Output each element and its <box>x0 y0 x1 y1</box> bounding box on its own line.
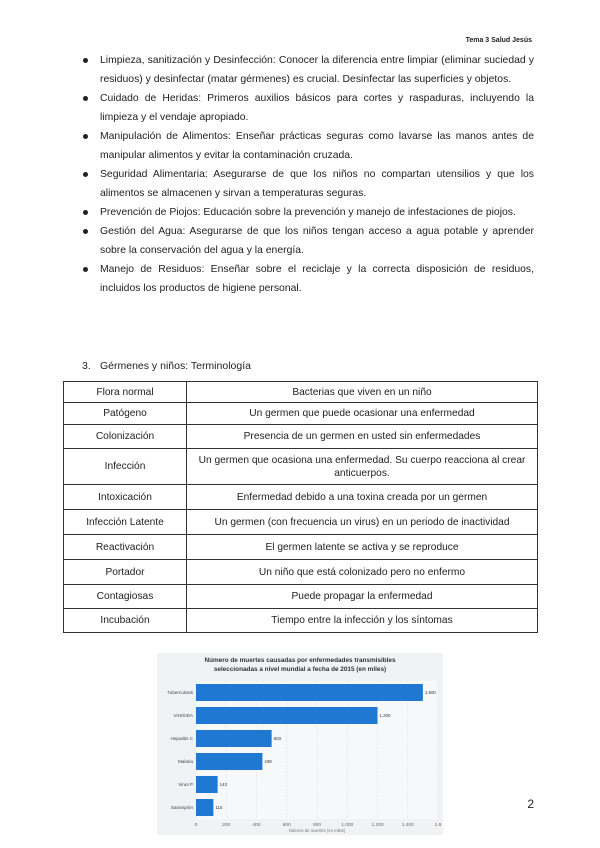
chart-svg <box>157 653 443 835</box>
list-item <box>82 203 534 222</box>
page-header: Tema 3 Salud Jesús <box>465 37 532 44</box>
definition-cell: Un niño que está colonizado pero no enfermo <box>187 560 538 585</box>
x-axis-label: Número de muertes (en miles) <box>288 828 346 833</box>
term-cell: Colonización <box>64 425 187 449</box>
terminology-table <box>63 381 538 633</box>
list-item <box>82 89 534 127</box>
table-row <box>64 403 538 425</box>
table-row <box>64 485 538 510</box>
term-cell: Infección Latente <box>64 510 187 535</box>
bar-value-label: 1.200 <box>379 713 391 719</box>
definition-cell: Un germen que ocasiona una enfermedad. Su cuerpo reacciona al crear anticuerpos. <box>187 449 538 485</box>
list-item <box>82 165 534 203</box>
bullet-icon <box>83 134 88 139</box>
bar <box>196 684 423 701</box>
list-item-text: Seguridad Alimentaria: Asegurarse de que los niños no compartan utensilios y que los alimentos se almacenen y sirvan a temperaturas seguras. <box>100 169 534 199</box>
bar-value-label: 503 <box>273 736 281 742</box>
definition-cell: Puede propagar la enfermedad <box>187 585 538 609</box>
definition-cell: Un germen (con frecuencia un virus) en un periodo de inactividad <box>187 510 538 535</box>
bullet-icon <box>83 210 88 215</box>
bar <box>196 776 218 793</box>
definition-cell: Tiempo entre la infección y los síntomas <box>187 609 538 633</box>
table-row <box>64 585 538 609</box>
list-item-text: Gestión del Agua: Asegurarse de que los niños tengan acceso a agua potable y aprender sobre la conservación del agua y la energía. <box>100 226 534 256</box>
list-item <box>82 260 534 298</box>
table-row <box>64 535 538 560</box>
x-tick-label: 600 <box>282 823 291 828</box>
list-item-text: Cuidado de Heridas: Primeros auxilios básicos para cortes y raspaduras, incluyendo la limpieza y el vendaje apropiado. <box>100 93 534 123</box>
bar <box>196 707 378 724</box>
section-heading <box>82 360 251 372</box>
x-tick-label: 0 <box>194 823 198 828</box>
bar <box>196 799 213 816</box>
list-item <box>82 222 534 260</box>
bullet-icon <box>83 96 88 101</box>
list-item-text: Manipulación de Alimentos: Enseñar prácticas seguras como lavarse las manos antes de manipular alimentos y evitar la contaminación cruzada. <box>100 131 534 161</box>
definition-cell: El germen latente se activa y se reproduce <box>187 535 538 560</box>
bullet-icon <box>83 172 88 177</box>
section-number: 3. <box>82 360 91 372</box>
category-label: Malaria <box>177 759 193 765</box>
definition-cell: Presencia de un germen en usted sin enfermedades <box>187 425 538 449</box>
list-item <box>82 127 534 165</box>
bullet-icon <box>83 58 88 63</box>
category-label: Sarampión <box>170 805 193 811</box>
category-label: Tuberculosis <box>167 690 193 696</box>
bar <box>196 730 272 747</box>
category-label: Virus P <box>178 782 193 788</box>
term-cell: Incubación <box>64 609 187 633</box>
table-row <box>64 609 538 633</box>
x-tick-label: 1.200 <box>371 823 384 828</box>
table-row <box>64 382 538 403</box>
bar-value-label: 143 <box>219 782 227 788</box>
bar-value-label: 439 <box>264 759 272 765</box>
bar-value-label: 1.500 <box>424 690 436 696</box>
x-tick-label: 200 <box>222 823 231 828</box>
term-cell: Flora normal <box>64 382 187 403</box>
term-cell: Reactivación <box>64 535 187 560</box>
chart-title: Número de muertes causadas por enfermedades transmisibles <box>204 657 396 664</box>
category-label: VIH/SIDA <box>173 713 193 719</box>
list-item <box>82 51 534 89</box>
table-row <box>64 560 538 585</box>
definition-cell: Un germen que puede ocasionar una enfermedad <box>187 403 538 425</box>
definition-cell: Bacterias que viven en un niño <box>187 382 538 403</box>
bullet-icon <box>83 267 88 272</box>
x-tick-label: 1.6 <box>434 823 442 828</box>
term-cell: Contagiosas <box>64 585 187 609</box>
list-item-text: Manejo de Residuos: Enseñar sobre el reciclaje y la correcta disposición de residuos, incluidos los productos de higiene personal. <box>100 264 534 294</box>
list-item-text: Limpieza, sanitización y Desinfección: Conocer la diferencia entre limpiar (eliminar suciedad y residuos) y desinfectar (matar gérmenes) es crucial. Desinfectar las superficies y objetos. <box>100 55 534 85</box>
x-tick-label: 1.000 <box>341 823 354 828</box>
bar <box>196 753 262 770</box>
bar-value-label: 115 <box>215 805 223 811</box>
bullet-icon <box>83 229 88 234</box>
x-tick-label: 800 <box>312 823 322 828</box>
deaths-bar-chart <box>157 653 443 835</box>
term-cell: Infección <box>64 449 187 485</box>
list-item-text: Prevención de Piojos: Educación sobre la prevención y manejo de infestaciones de piojos. <box>100 207 516 218</box>
term-cell: Intoxicación <box>64 485 187 510</box>
term-cell: Portador <box>64 560 187 585</box>
table-row <box>64 510 538 535</box>
term-cell: Patógeno <box>64 403 187 425</box>
table-row <box>64 425 538 449</box>
section-title-text: Gérmenes y niños: Terminología <box>100 360 251 372</box>
chart-title: seleccionadas a nivel mundial a fecha de 2015 (en miles) <box>213 666 387 673</box>
x-tick-label: 1.400 <box>401 823 414 828</box>
table-row <box>64 449 538 485</box>
x-tick-label: 400 <box>252 823 261 828</box>
definition-cell: Enfermedad debido a una toxina creada por un germen <box>187 485 538 510</box>
category-label: Hepatitis C <box>170 736 193 742</box>
page-number: 2 <box>527 797 534 811</box>
bullet-list <box>82 51 534 298</box>
